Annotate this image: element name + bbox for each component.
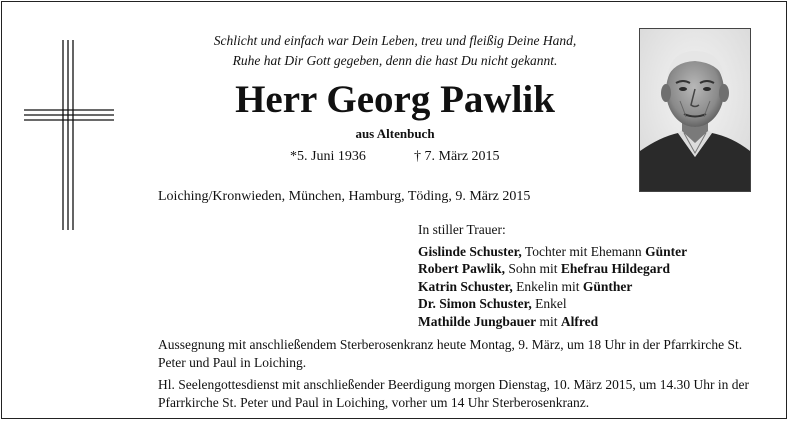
mourner-row xyxy=(418,295,687,313)
blessing-notice: Aussegnung mit anschließendem Sterberosenkranz heute Montag, 9. März, um 18 Uhr in der Pfarrkirche St. Peter und Paul in Loiching. xyxy=(158,337,743,370)
mourner-partner: Alfred xyxy=(560,313,599,329)
mourner-name: Gislinde Schuster, xyxy=(418,243,522,259)
mourner-partner: Günther xyxy=(582,278,633,294)
funeral-notice: Hl. Seelengottesdienst mit anschließender Beerdigung morgen Dienstag, 10. März 2015, um 14.30 Uhr in der Pfarrkirche St. Peter und Paul in Loiching, vorher um 14 Uhr Sterberosenkranz. xyxy=(158,377,750,410)
mourner-row xyxy=(418,313,687,331)
mourner-partner: Günter xyxy=(645,243,688,259)
poem-line-2: Ruhe hat Dir Gott gegeben, denn die hast Du nicht gekannt. xyxy=(232,53,558,68)
portrait-photo xyxy=(639,28,751,192)
mourners-intro: In stiller Trauer: xyxy=(418,222,506,237)
poem-line-1: Schlicht und einfach war Dein Leben, treu und fleißig Deine Hand, xyxy=(213,33,577,48)
deceased-name: Herr Georg Pawlik xyxy=(235,78,555,121)
service-notices xyxy=(158,336,768,416)
mourner-relation: mit xyxy=(536,313,561,329)
mourner-partner: Ehefrau Hildegard xyxy=(560,261,671,276)
christian-cross-icon xyxy=(24,40,114,230)
deceased-origin: aus Altenbuch xyxy=(355,126,435,141)
mourner-name: Robert Pawlik, xyxy=(418,261,505,276)
mourner-row xyxy=(418,260,687,278)
mourner-relation: Enkel xyxy=(531,296,567,311)
mourner-relation: Sohn mit xyxy=(505,261,561,276)
death-date: † 7. März 2015 xyxy=(414,149,500,164)
mourner-relation: Tochter mit Ehemann xyxy=(521,243,646,259)
mourner-relation: Enkelin mit xyxy=(512,278,583,294)
mourner-name: Katrin Schuster, xyxy=(418,278,513,294)
place-and-date: Loiching/Kronwieden, München, Hamburg, Töding, 9. März 2015 xyxy=(158,189,531,204)
mourners-block xyxy=(418,221,687,330)
mourner-row xyxy=(418,278,687,296)
mourner-name: Dr. Simon Schuster, xyxy=(418,296,532,311)
birth-date: *5. Juni 1936 xyxy=(290,149,366,164)
mourner-name: Mathilde Jungbauer xyxy=(418,313,537,329)
memorial-poem xyxy=(160,31,630,71)
mourner-row xyxy=(418,243,687,261)
portrait-image xyxy=(640,29,750,191)
